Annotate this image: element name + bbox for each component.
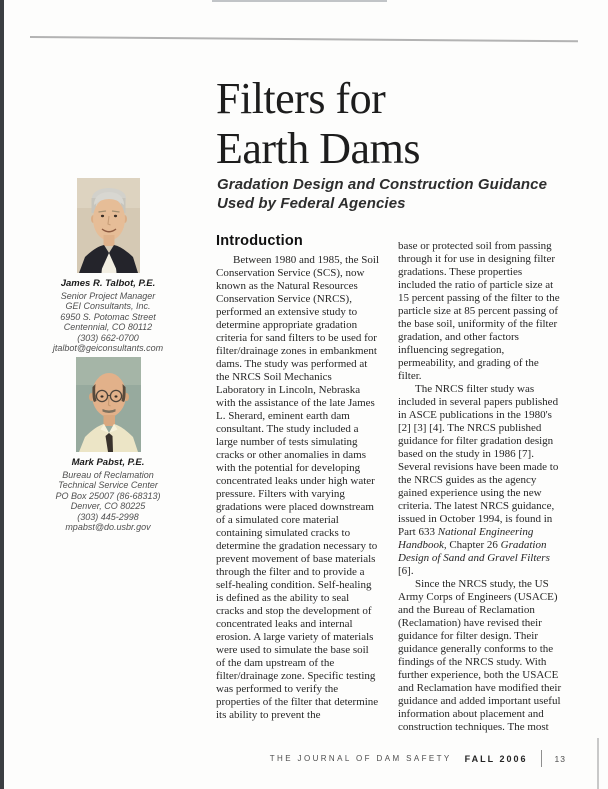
author-name: James R. Talbot, P.E. bbox=[60, 278, 156, 289]
author-photo-pabst bbox=[76, 357, 141, 452]
journal-name: THE JOURNAL OF DAM SAFETY bbox=[269, 754, 452, 763]
author-block-pabst bbox=[40, 357, 176, 533]
paragraph-text: The NRCS filter study was included in several papers published in ASCE publications in the 1980's [2] [3] [4]. The NRCS published guidance for filter gradation design based on the study in 1986 [7]. Several revisions have been made to the NRCS guides as the agency gained experience using the new criteria. The latest NRCS guidance, issued in October 1994, is found in Part 633 bbox=[398, 383, 559, 538]
scan-edge-left bbox=[0, 0, 4, 789]
article-title bbox=[216, 74, 420, 174]
header-rule bbox=[30, 36, 578, 42]
article-paragraph: base or protected soil from passing through it for use in designing filter gradations. These properties included the ratio of particle size at 15 percent passing of the filter to the particle size at 85 percent passing of the base soil, uniformity of the filter gradation, and other factors influencing segregation, permeability, and grading of the filter. bbox=[398, 240, 560, 382]
scan-smudge-top bbox=[212, 0, 387, 2]
author-street: 6950 S. Potomac Street bbox=[60, 311, 156, 322]
author-city: Centennial, CO 80112 bbox=[63, 322, 153, 332]
author-phone: (303) 445-2998 bbox=[77, 511, 139, 522]
article-paragraph: Since the NRCS study, the US Army Corps of Engineers (USACE) and the Bureau of Reclamation (Reclamation) have revised their guidance for filter design. Their guidance generally conforms to the findings of the NRCS study. With further experience, both the USACE and Reclamation have modified their guidance and added important useful information about placement and construction techniques. The most bbox=[398, 578, 562, 733]
page-number: 13 bbox=[554, 753, 566, 764]
article-subtitle bbox=[217, 175, 547, 213]
author-role: Senior Project Manager bbox=[60, 290, 156, 301]
author-agency: Bureau of Reclamation bbox=[62, 469, 154, 480]
author-city: Denver, CO 80225 bbox=[70, 501, 146, 511]
article-paragraph: Between 1980 and 1985, the Soil Conservation Service (SCS), now known as the Natural Resources Conservation Service (NRCS), performed an extensive study to determine appropriate gradation criteria for sand filters to be used for filter/drainage zones in embankment dams. The study was performed at the NRCS Soil Mechanics Laboratory in Lincoln, Nebraska with the assistance of the late James L. Sherard, eminent earth dam consultant. The study included a large number of tests simulating cracks or other anomalies in dams with the potential for developing concentrated leaks under high water pressure. Filters with varying gradations were placed downstream of a simulated core material containing simulated cracks to determine the gradation necessary to prevent movement of base materials through the filter and to provide a self-healing condition. Self-healing is defined as the ability to seal cracks and stop the development of concentrated leaks and internal erosion. A large variety of materials were used to simulate the base soil of the dam upstream of the filter/drainage zone. Specific testing was performed to verify the properties of the filter that determine its ability to prevent the bbox=[216, 254, 380, 721]
article-column-2 bbox=[398, 240, 562, 734]
publication-title: Gradation Design of Sand and Gravel Filters bbox=[398, 539, 550, 564]
author-email: jtalbot@geiconsultants.com bbox=[52, 343, 164, 353]
scan-edge-right bbox=[597, 738, 599, 789]
issue-label: FALL 2006 bbox=[464, 753, 528, 764]
article-subtitle-line2: Used by Federal Agencies bbox=[217, 195, 406, 212]
author-caption-pabst bbox=[40, 458, 176, 533]
paragraph-text: [6]. bbox=[398, 565, 414, 577]
article-title-line2: Earth Dams bbox=[216, 124, 420, 173]
author-name: Mark Pabst, P.E. bbox=[71, 457, 145, 468]
author-company: GEI Consultants, Inc. bbox=[65, 301, 151, 311]
author-phone: (303) 662-0700 bbox=[77, 332, 139, 343]
footer-divider bbox=[541, 750, 542, 767]
section-heading-introduction: Introduction bbox=[216, 233, 303, 249]
author-block-talbot bbox=[40, 178, 176, 354]
author-office: Technical Service Center bbox=[58, 480, 158, 490]
author-photo-talbot bbox=[77, 178, 140, 273]
article-paragraph bbox=[398, 383, 562, 578]
author-email: mpabst@do.usbr.gov bbox=[65, 522, 151, 532]
article-subtitle-line1: Gradation Design and Construction Guidance bbox=[217, 176, 548, 193]
paragraph-text: Chapter 26 bbox=[446, 539, 501, 551]
publication-title: National Engineering Handbook, bbox=[398, 526, 534, 551]
author-pobox: PO Box 25007 (86-68313) bbox=[55, 490, 161, 501]
article-column-1 bbox=[216, 235, 380, 722]
article-title-line1: Filters for bbox=[216, 74, 386, 123]
page-footer bbox=[0, 750, 566, 767]
author-caption-talbot bbox=[40, 279, 176, 354]
